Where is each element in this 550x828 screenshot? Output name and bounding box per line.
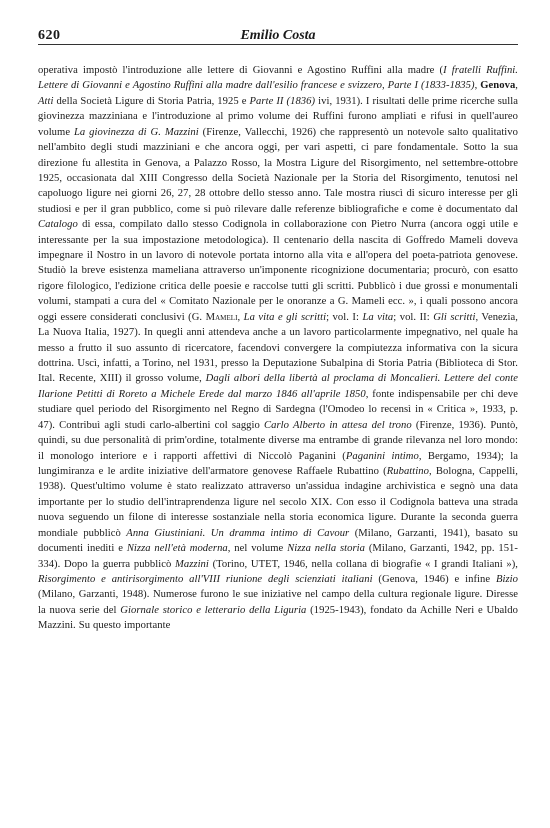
page-number: 620 [38,28,61,43]
work-title: Paganini intimo [345,450,419,462]
text-run: , [474,80,481,92]
text-run: , nel volume [227,543,288,555]
book-page [38,26,518,634]
page-header [38,26,518,45]
work-title: Rubattino [386,465,429,477]
work-title: Catalogo [38,219,78,231]
text-run: (Milano, Garzanti, 1941), basato su documenti inediti e [38,527,518,555]
work-title: Giornale storico e letterario della Liguria [120,604,307,616]
running-head: Emilio Costa [240,28,316,43]
text-run: , fonte indispensabile per chi deve studiare quel periodo del Risorgimento nel Regno di Sardegna (l'Omodeo lo recensì in « Critica », 1933, p. 47). Contribuì agli studi carlo-albertini col saggio [38,388,519,431]
text-run: , [515,80,518,92]
work-title: Dagli albori della libertà al proclama di Moncalieri. Lettere del conte Ilarione Petitti di Roreto a Michele Erede dal marzo 1846 all'aprile 1850 [38,373,519,400]
author-name: Mameli [205,311,238,323]
text-run: operativa impostò l'introduzione alle lettere di Giovanni e Agostino Ruffini alla madre ( [38,65,444,76]
text-run: , Bergamo, 1934); la lungimiranza e le ardite iniziative dell'armatore genovese Raffaele Rubattino ( [38,450,518,477]
text-run: (Genova, 1946) e infine [372,573,496,585]
text-run: della Società Ligure di Storia Patria, 1925 e [53,95,250,107]
text-run: di essa, compilato dallo stesso Codignola in collaborazione con Pietro Nurra (ancora oggi utile e interessante per la sua impostazione metodologica). Il centenario della nascita di Goffredo Mameli doveva impegnare il Nostro in un lavoro di notevole portata intorno alla vita e all'opera del poeta-patriota genovese. Studiò la breve esistenza mameliana attraverso un'imponente ricognizione documentaria; procurò, con esatto rigore filologico, l'edizione critica delle poesie e raccolse tutti gli scritti. Pubblicò i due grossi e monumentali volumi, stampati a cura del « Comitato Nazionale per le onoranze a G. Mameli ecc. », i quali possono ancora oggi essere considerati conclusivi (G. [38,219,518,323]
work-title: Mazzini [175,558,209,570]
work-title: La vita [362,311,394,323]
work-title: Nizza nell'età moderna [126,543,228,555]
text-run: ivi, 1931). I risultati delle prime ricerche sulla giovinezza mazziniana e l'introduzione al primo volume dei Ruffini furono ampliati e rifusi in quell'aureo volume [38,95,519,138]
text-run: (1925-1943), fondato da Achille Neri e Ubaldo Mazzini. Su questo importante [38,604,518,632]
text-run: (Milano, Garzanti, 1942, pp. 151-334). Dopo la guerra pubblicò [38,543,518,570]
work-title: Anna Giustiniani. Un dramma intimo di Cavour [126,527,350,539]
work-title: Gli scritti [433,311,476,323]
text-run: ; vol. II: [393,311,434,323]
text-run: , [237,311,244,323]
work-title: I fratelli Ruffini. Lettere di Giovanni e Agostino Ruffini alla madre dall'esilio francese e svizzero, Parte I (1833-1835) [38,65,518,92]
text-run: (Firenze, Vallecchi, 1926) che rappresentò un notevole salto qualitativo nell'ambito degli studi mazziniani e che ancora oggi, per vari aspetti, ci pare fondamentale. Sotto la sua direzione fu allestita in Genova, a Palazzo Rosso, la Mostra Ligure del Risorgimento, nel settembre-ottobre 1925, occasionata dal XIII Congresso della Società Nazionale per la Storia del Risorgimento, tenutosi nel capoluogo ligure nei giorni 26, 27, 28 ottobre dello stesso anno. Tale mostra riuscì di sicuro interesse per gli studiosi e per il gran pubblico, come si può rilevare dalle referenze bibliografiche e come è documentato dal [38,126,518,215]
place-name: Genova [480,80,516,92]
body-paragraph [38,63,518,634]
work-title: Nizza nella storia [287,543,366,555]
work-title: Carlo Alberto in attesa del trono [264,419,412,431]
work-title: La giovinezza di G. Mazzini [73,126,199,138]
text-run: , Venezia, La Nuova Italia, 1927). In quegli anni attendeva anche a un lavoro particolarmente impegnativo, nel quale ha messo a frutto il suo assunto di ricercatore, facendovi convergere la compiutezza informativa con la sicura dottrina. Uscì, infatti, a Torino, nel 1931, presso la Deputazione Subalpina di Storia Patria (Biblioteca di Stor. Ital. Recente, XIII) il grosso volume, [38,311,518,385]
text-run: (Torino, UTET, 1946, nella collana di biografie « I grandi Italiani »), [208,558,519,570]
work-title: Atti [38,95,54,107]
work-title: Parte II (1836) [249,95,316,107]
text-run: (Firenze, 1936). Puntò, quindi, su due personalità di prim'ordine, totalmente diverse ma entrambe di grande rilevanza nel loro mondo: il monologo interiore e i rapporti affettivi di Niccolò Paganini ( [38,419,518,462]
text-run: , Bologna, Cappelli, 1938). Quest'ultimo volume è stato realizzato attraverso un'assidua indagine archivistica e segnò una data importante per lo studio dell'intraprendenza ligure nel secolo XIX. Con esso il Codignola batteva una strada nuova seguendo un filone di interesse sostanziale nella storia economica ligure. Durante la seconda guerra mondiale pubblicò [38,465,518,539]
work-title: Risorgimento e antirisorgimento all'VIII riunione degli scienziati italiani [38,573,373,585]
work-title: La vita e gli scritti [243,311,327,323]
work-title: Bizio [495,573,518,585]
text-run: ; vol. I: [326,311,363,323]
text-run: (Milano, Garzanti, 1948). Numerose furono le sue iniziative nel campo della cultura regionale ligure. Diresse la nuova serie del [38,589,518,616]
